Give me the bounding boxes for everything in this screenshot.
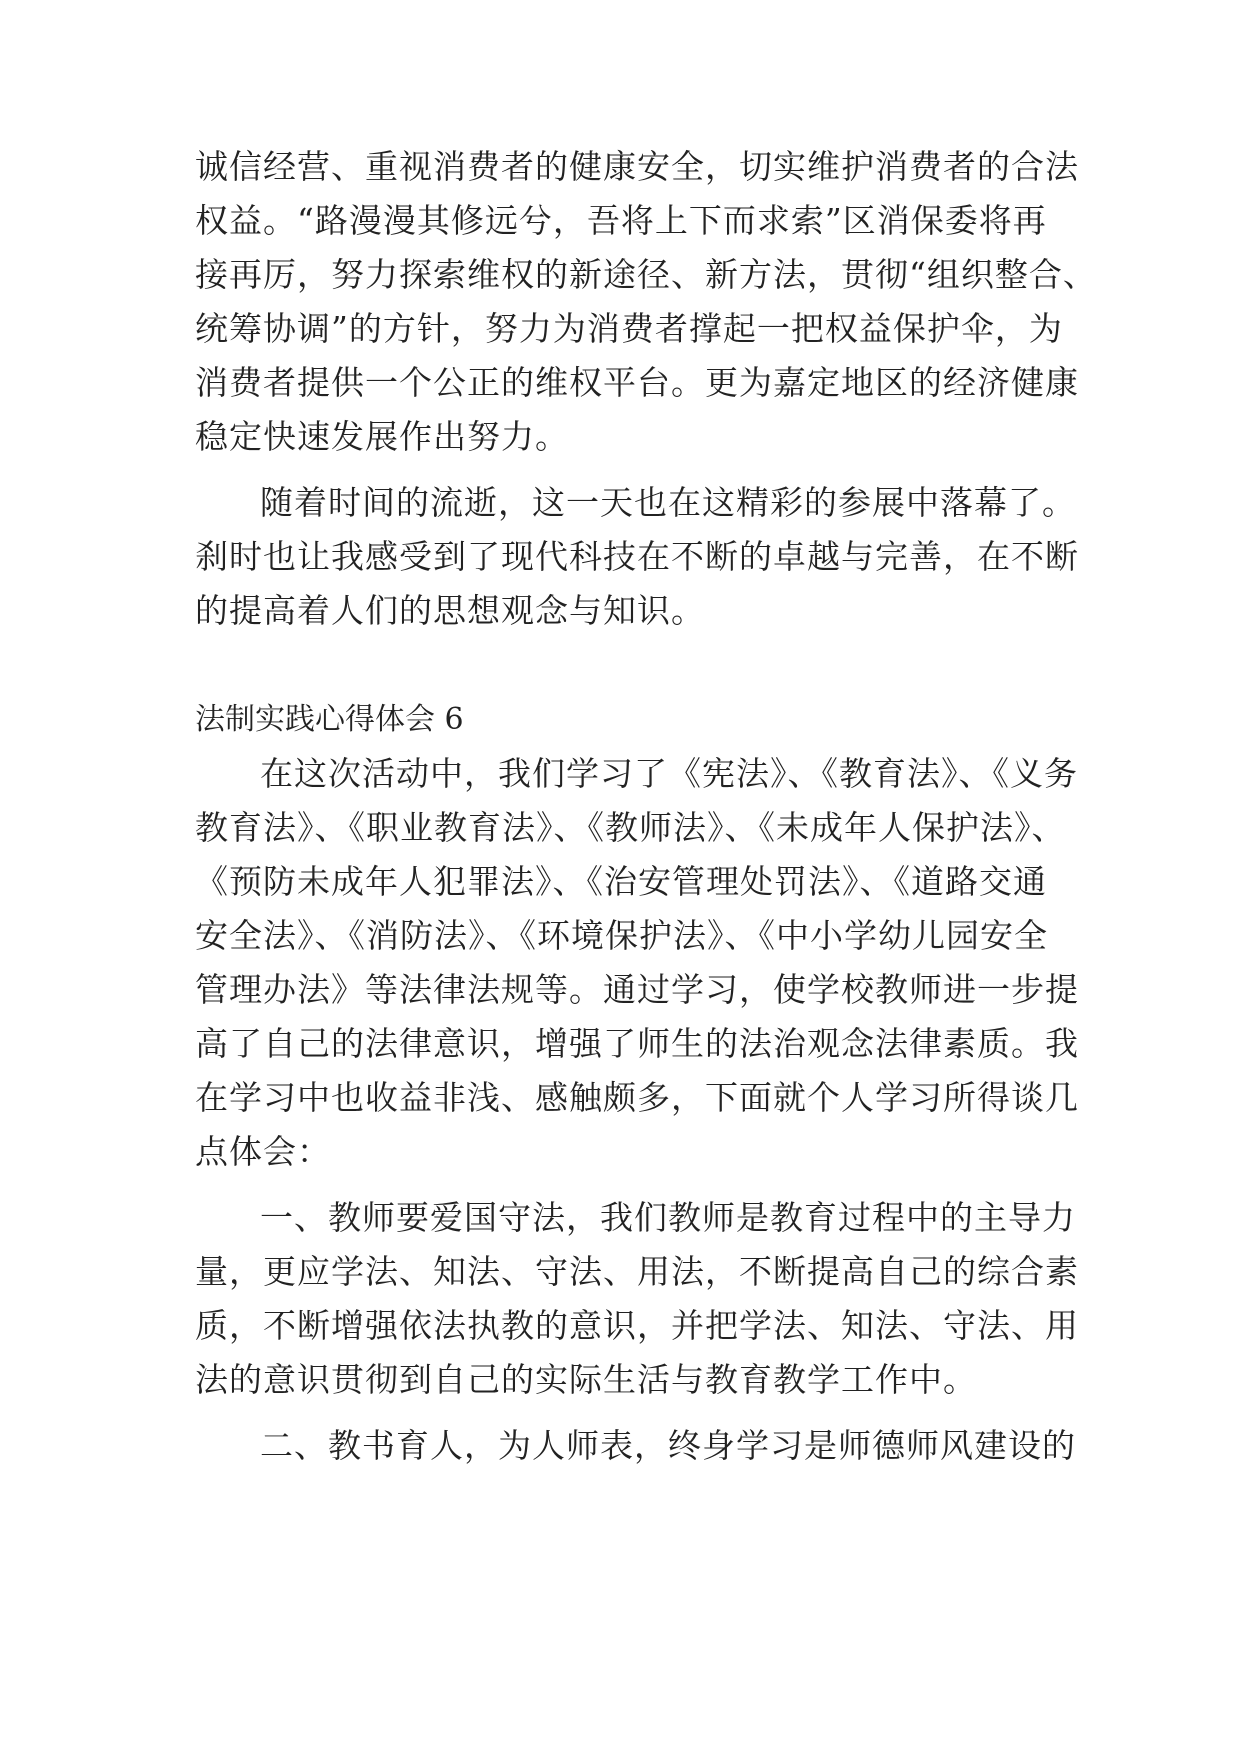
paragraph-line: 质，不断增强依法执教的意识，并把学法、知法、守法、用 [195, 1306, 1079, 1345]
paragraph-line: 安全法》、《消防法》、《环境保护法》、《中小学幼儿园安全 [195, 916, 1048, 955]
paragraph-line: 统筹协调”的方针，努力为消费者撑起一把权益保护伞，为 [195, 309, 1063, 348]
paragraph-line: 在学习中也收益非浅、感触颇多，下面就个人学习所得谈几 [195, 1078, 1079, 1117]
paragraph-line: 诚信经营、重视消费者的健康安全，切实维护消费者的合法 [195, 147, 1079, 186]
paragraph-line: 《预防未成年人犯罪法》、《治安管理处罚法》、《道路交通 [195, 862, 1047, 901]
section-heading: 法制实践心得体会 6 [195, 702, 464, 737]
paragraph-line: 二、教书育人，为人师表，终身学习是师德师风建设的 [260, 1426, 1076, 1465]
paragraph-line: 随着时间的流逝，这一天也在这精彩的参展中落幕了。 [260, 483, 1076, 522]
paragraph-line: 法的意识贯彻到自己的实际生活与教育教学工作中。 [195, 1360, 977, 1399]
paragraph-line: 接再厉，努力探索维权的新途径、新方法，贯彻“组织整合、 [195, 255, 1097, 294]
paragraph-line: 消费者提供一个公正的维权平台。更为嘉定地区的经济健康 [195, 363, 1079, 402]
paragraph-line: 刹时也让我感受到了现代科技在不断的卓越与完善，在不断 [195, 537, 1079, 576]
paragraph-line: 量，更应学法、知法、守法、用法，不断提高自己的综合素 [195, 1252, 1079, 1291]
paragraph-line: 管理办法》等法律法规等。通过学习，使学校教师进一步提 [195, 970, 1079, 1009]
paragraph-line: 权益。“路漫漫其修远兮，吾将上下而求索”区消保委将再 [195, 201, 1047, 240]
paragraph-line: 的提高着人们的思想观念与知识。 [195, 591, 705, 630]
paragraph-line: 点体会： [195, 1132, 331, 1171]
paragraph-line: 一、教师要爱国守法，我们教师是教育过程中的主导力 [260, 1198, 1076, 1237]
paragraph-line: 在这次活动中，我们学习了《宪法》、《教育法》、《义务 [260, 754, 1078, 793]
paragraph-line: 高了自己的法律意识，增强了师生的法治观念法律素质。我 [195, 1024, 1079, 1063]
paragraph-line: 教育法》、《职业教育法》、《教师法》、《未成年人保护法》、 [195, 808, 1066, 847]
paragraph-line: 稳定快速发展作出努力。 [195, 417, 569, 456]
